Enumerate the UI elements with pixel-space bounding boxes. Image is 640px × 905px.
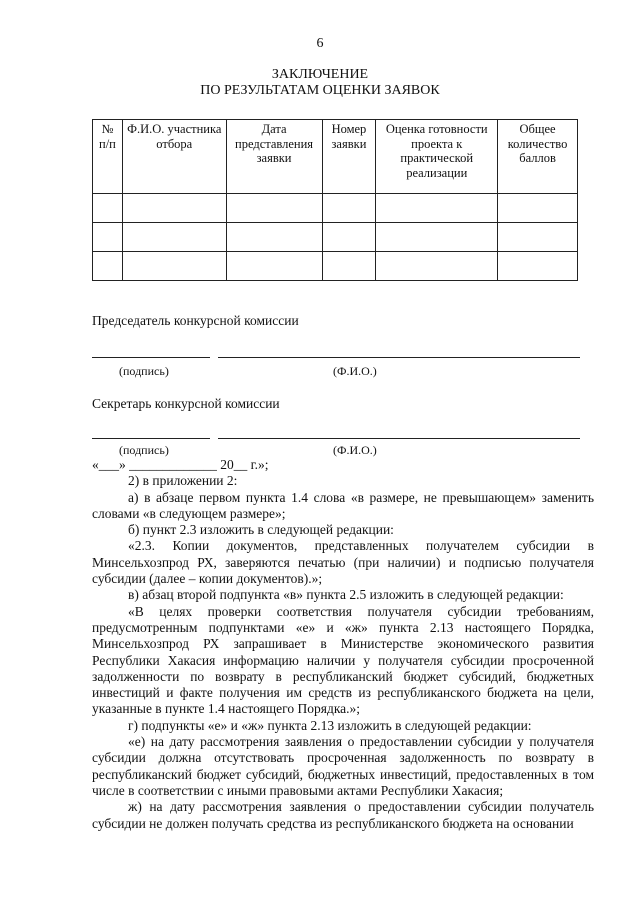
- header-application-number: Номер заявки: [322, 120, 376, 194]
- paragraph: в) абзац второй подпункта «в» пункта 2.5 изложить в следующей редакции:: [128, 587, 564, 603]
- title-line-2: ПО РЕЗУЛЬТАТАМ ОЦЕНКИ ЗАЯВОК: [200, 83, 440, 98]
- table-cell: [498, 223, 578, 252]
- table-cell: [376, 252, 498, 281]
- date-line: «___» _____________ 20__ г.»;: [92, 457, 269, 472]
- table-cell: [376, 223, 498, 252]
- table-cell: [322, 194, 376, 223]
- page-number: 6: [316, 36, 324, 51]
- table-cell: [322, 252, 376, 281]
- table-header-row: [93, 120, 578, 194]
- table-cell: [93, 194, 123, 223]
- chairman-name-line: [218, 357, 580, 358]
- evaluation-table: [92, 119, 578, 281]
- table-cell: [93, 252, 123, 281]
- table-cell: [498, 194, 578, 223]
- paragraph: 2) в приложении 2:: [128, 473, 238, 489]
- header-submission-date: Дата представления заявки: [226, 120, 322, 194]
- title-line-1: ЗАКЛЮЧЕНИЕ: [271, 67, 369, 82]
- secretary-name-line: [218, 438, 580, 439]
- paragraph: ж) на дату рассмотрения заявления о предоставлении субсидии получатель субсидии не должен получать средства из республиканского бюджета на основании: [92, 799, 594, 831]
- chairman-name-caption: (Ф.И.О.): [333, 364, 377, 378]
- header-readiness-score: Оценка готовности проекта к практической реализации: [376, 120, 498, 194]
- chairman-label: Председатель конкурсной комиссии: [92, 313, 299, 328]
- table-cell: [226, 223, 322, 252]
- secretary-name-caption: (Ф.И.О.): [333, 443, 377, 457]
- chairman-signature-caption: (подпись): [119, 364, 169, 378]
- document-body: [92, 457, 594, 832]
- paragraph: г) подпункты «е» и «ж» пункта 2.13 изложить в следующей редакции:: [128, 717, 532, 733]
- header-total-score: Общее количество баллов: [498, 120, 578, 194]
- secretary-label: Секретарь конкурсной комиссии: [92, 396, 280, 411]
- table-cell: [93, 223, 123, 252]
- table-cell: [226, 194, 322, 223]
- secretary-signature-line: [92, 438, 210, 439]
- table-cell: [226, 252, 322, 281]
- table-row: [93, 194, 578, 223]
- table-row: [93, 223, 578, 252]
- paragraph: а) в абзаце первом пункта 1.4 слова «в размере, не превышающем» заменить словами «в следующем размере»;: [92, 489, 594, 521]
- paragraph: б) пункт 2.3 изложить в следующей редакции:: [128, 522, 394, 538]
- header-participant-name: Ф.И.О. участника отбора: [122, 120, 226, 194]
- header-number: № п/п: [93, 120, 123, 194]
- table-cell: [122, 194, 226, 223]
- table-cell: [376, 194, 498, 223]
- table-cell: [322, 223, 376, 252]
- table-cell: [122, 252, 226, 281]
- table-row: [93, 252, 578, 281]
- document-title: [0, 67, 640, 99]
- chairman-signature-line: [92, 357, 210, 358]
- paragraph: «В целях проверки соответствия получателя субсидии требованиям, предусмотренным подпунктами «е» и «ж» пункта 2.13 настоящего Порядка, Минсельхозпрод РХ запрашивает в Министерстве экономического развития Республики Хакасия информацию наличии у получателя субсидии просроченной задолженности по возврату в республиканский бюджет субсидий, бюджетных инвестиций и факте получения им средств из республиканского бюджета на цели, указанные в пункте 1.4 настоящего Порядка.»;: [92, 603, 594, 717]
- table-cell: [122, 223, 226, 252]
- table-cell: [498, 252, 578, 281]
- secretary-signature-caption: (подпись): [119, 443, 169, 457]
- paragraph: «е) на дату рассмотрения заявления о предоставлении субсидии у получателя субсидии должна отсутствовать просроченная задолженность по возврату в республиканский бюджет субсидий, бюджетных инвестиций, предоставленных в том числе в соответствии с иными правовыми актами Республики Хакасия;: [92, 734, 594, 798]
- paragraph: «2.3. Копии документов, представленных получателем субсидии в Минсельхозпрод РХ, заверяются печатью (при наличии) и подписью получателя субсидии (далее – копии документов).»;: [92, 538, 594, 587]
